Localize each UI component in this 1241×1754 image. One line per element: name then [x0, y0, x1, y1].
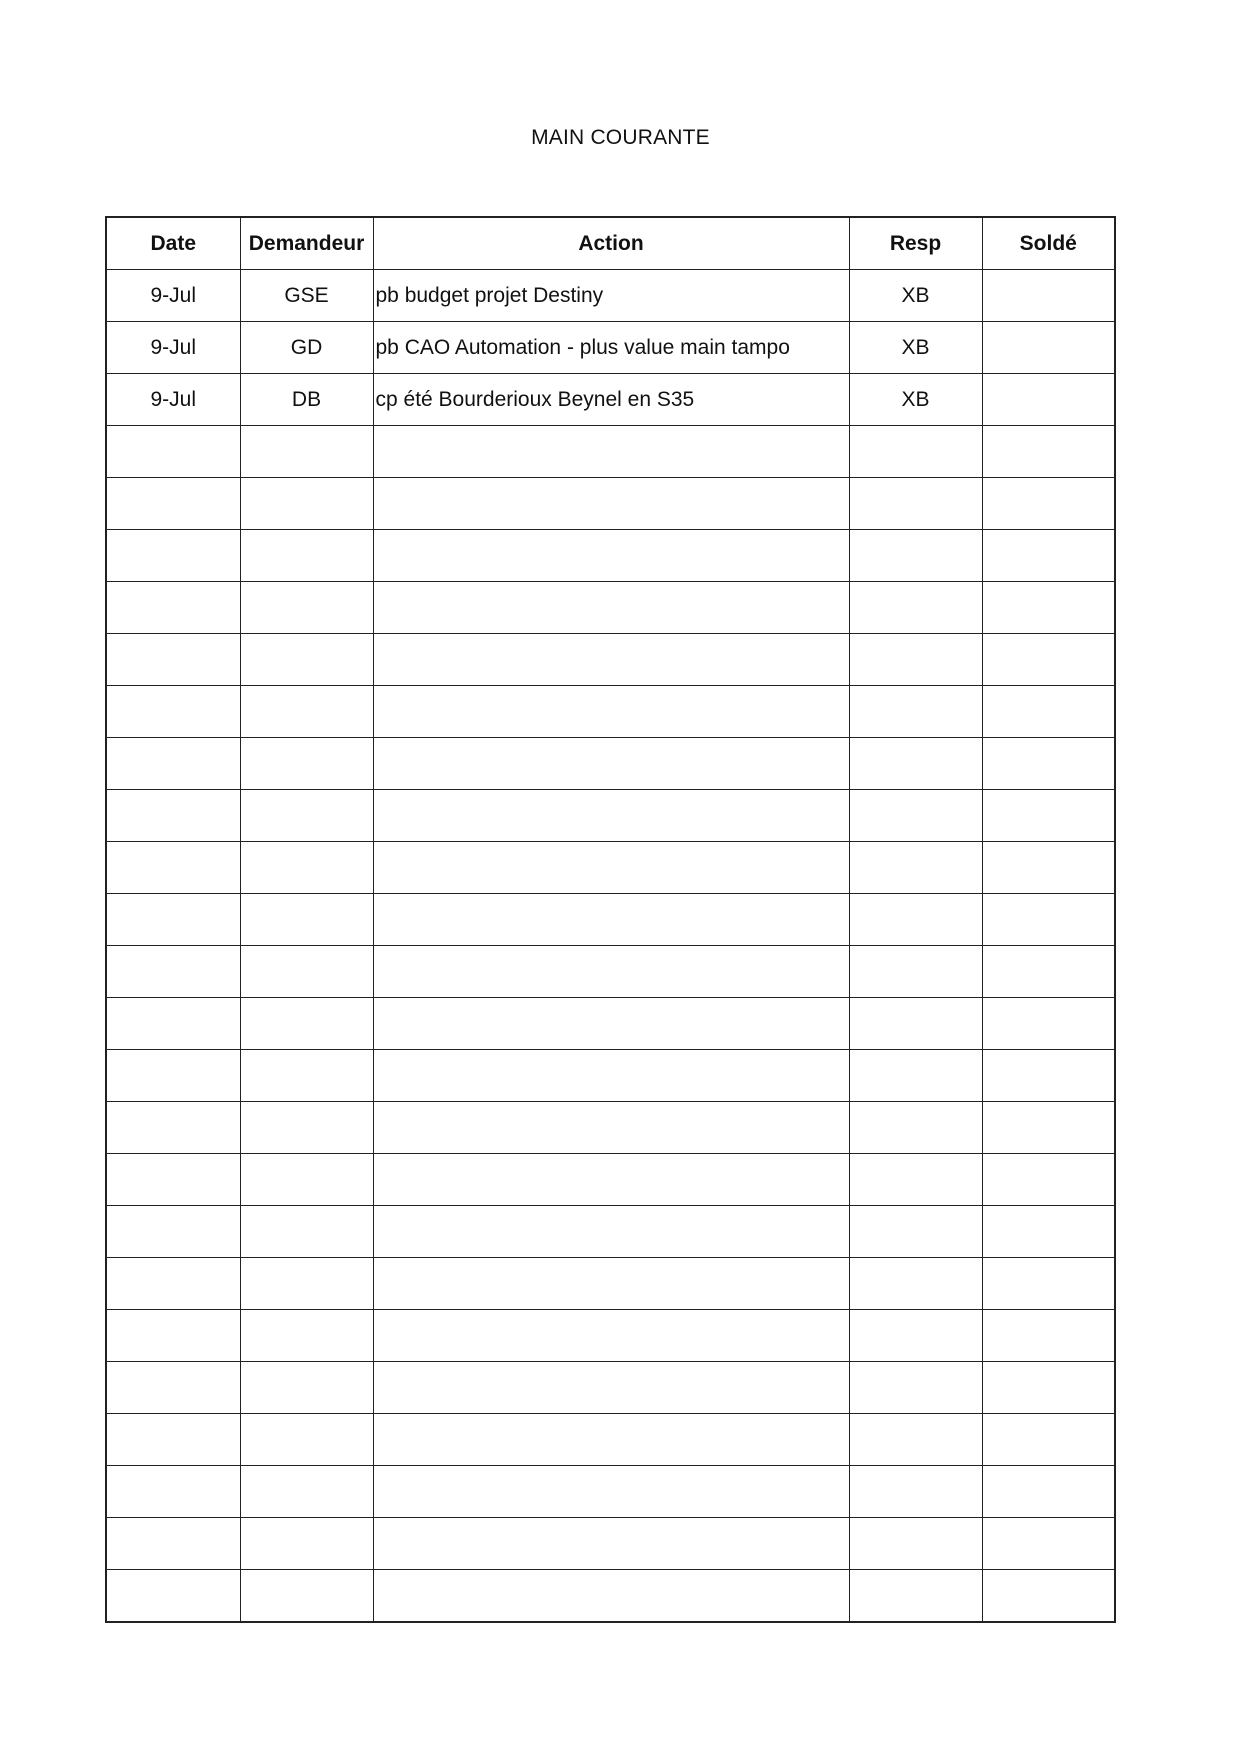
cell-resp: XB — [849, 270, 982, 322]
cell-demandeur — [240, 1362, 373, 1414]
cell-date — [106, 842, 240, 894]
cell-solde — [982, 686, 1115, 738]
table-row — [106, 634, 1115, 686]
cell-date — [106, 582, 240, 634]
table-row — [106, 686, 1115, 738]
cell-demandeur — [240, 634, 373, 686]
cell-resp — [849, 530, 982, 582]
cell-date — [106, 478, 240, 530]
header-action: Action — [373, 217, 849, 270]
cell-resp — [849, 998, 982, 1050]
cell-action: cp été Bourderioux Beynel en S35 — [373, 374, 849, 426]
cell-action — [373, 686, 849, 738]
cell-date — [106, 738, 240, 790]
cell-solde — [982, 1310, 1115, 1362]
table-header-row — [106, 217, 1115, 270]
cell-date — [106, 1466, 240, 1518]
cell-demandeur — [240, 582, 373, 634]
cell-solde — [982, 790, 1115, 842]
cell-date — [106, 1310, 240, 1362]
cell-resp — [849, 1050, 982, 1102]
header-demandeur: Demandeur — [240, 217, 373, 270]
cell-solde — [982, 1362, 1115, 1414]
cell-date — [106, 894, 240, 946]
cell-solde — [982, 1050, 1115, 1102]
cell-resp — [849, 582, 982, 634]
cell-action — [373, 530, 849, 582]
cell-resp: XB — [849, 322, 982, 374]
table-row — [106, 530, 1115, 582]
cell-date — [106, 790, 240, 842]
cell-resp — [849, 1414, 982, 1466]
page-title: MAIN COURANTE — [531, 126, 710, 149]
cell-solde — [982, 478, 1115, 530]
cell-resp — [849, 478, 982, 530]
cell-action: pb CAO Automation - plus value main tampo — [373, 322, 849, 374]
table-row — [106, 790, 1115, 842]
cell-demandeur — [240, 1154, 373, 1206]
table-row — [106, 1102, 1115, 1154]
cell-resp — [849, 894, 982, 946]
cell-action — [373, 738, 849, 790]
cell-action — [373, 634, 849, 686]
cell-date — [106, 686, 240, 738]
table-row — [106, 1518, 1115, 1570]
cell-date — [106, 1258, 240, 1310]
main-courante-table — [105, 216, 1116, 1623]
cell-action — [373, 790, 849, 842]
cell-demandeur — [240, 1310, 373, 1362]
cell-action — [373, 1466, 849, 1518]
cell-solde — [982, 426, 1115, 478]
cell-demandeur — [240, 998, 373, 1050]
table-row — [106, 582, 1115, 634]
cell-action — [373, 1102, 849, 1154]
table-row — [106, 946, 1115, 998]
cell-action — [373, 1154, 849, 1206]
cell-solde — [982, 1206, 1115, 1258]
table-row — [106, 738, 1115, 790]
cell-demandeur — [240, 738, 373, 790]
cell-resp — [849, 1310, 982, 1362]
cell-date — [106, 530, 240, 582]
cell-date — [106, 1518, 240, 1570]
cell-solde — [982, 842, 1115, 894]
cell-demandeur — [240, 1102, 373, 1154]
table-row — [106, 1050, 1115, 1102]
table-row — [106, 1466, 1115, 1518]
cell-demandeur — [240, 1050, 373, 1102]
cell-solde — [982, 270, 1115, 322]
cell-demandeur — [240, 842, 373, 894]
cell-resp — [849, 1258, 982, 1310]
cell-date — [106, 1154, 240, 1206]
cell-demandeur: GSE — [240, 270, 373, 322]
cell-demandeur: DB — [240, 374, 373, 426]
cell-action — [373, 478, 849, 530]
cell-action — [373, 946, 849, 998]
cell-demandeur — [240, 790, 373, 842]
cell-resp — [849, 426, 982, 478]
cell-demandeur — [240, 1206, 373, 1258]
cell-date: 9-Jul — [106, 270, 240, 322]
table-row — [106, 1414, 1115, 1466]
cell-resp — [849, 946, 982, 998]
cell-date — [106, 1362, 240, 1414]
table-row — [106, 894, 1115, 946]
cell-action — [373, 1518, 849, 1570]
cell-action — [373, 998, 849, 1050]
cell-solde — [982, 894, 1115, 946]
header-resp: Resp — [849, 217, 982, 270]
cell-resp — [849, 686, 982, 738]
table-row — [106, 322, 1115, 374]
table-row — [106, 426, 1115, 478]
cell-action — [373, 1362, 849, 1414]
cell-action: pb budget projet Destiny — [373, 270, 849, 322]
cell-solde — [982, 946, 1115, 998]
cell-demandeur — [240, 894, 373, 946]
cell-date: 9-Jul — [106, 322, 240, 374]
cell-action — [373, 1206, 849, 1258]
cell-date — [106, 634, 240, 686]
cell-resp — [849, 790, 982, 842]
table-row — [106, 478, 1115, 530]
cell-demandeur — [240, 426, 373, 478]
cell-date — [106, 946, 240, 998]
cell-action — [373, 842, 849, 894]
cell-date — [106, 1102, 240, 1154]
header-solde: Soldé — [982, 217, 1115, 270]
cell-solde — [982, 1102, 1115, 1154]
cell-demandeur — [240, 1466, 373, 1518]
cell-demandeur — [240, 1570, 373, 1623]
cell-date — [106, 426, 240, 478]
cell-demandeur — [240, 1258, 373, 1310]
cell-solde — [982, 1258, 1115, 1310]
cell-date: 9-Jul — [106, 374, 240, 426]
cell-solde — [982, 1466, 1115, 1518]
cell-resp — [849, 1206, 982, 1258]
cell-action — [373, 1310, 849, 1362]
cell-resp — [849, 1466, 982, 1518]
cell-solde — [982, 374, 1115, 426]
cell-action — [373, 1050, 849, 1102]
header-date: Date — [106, 217, 240, 270]
table-row — [106, 1154, 1115, 1206]
cell-resp — [849, 1362, 982, 1414]
cell-solde — [982, 1570, 1115, 1623]
cell-resp — [849, 842, 982, 894]
cell-solde — [982, 738, 1115, 790]
table-body — [106, 270, 1115, 1623]
cell-solde — [982, 322, 1115, 374]
cell-demandeur — [240, 686, 373, 738]
cell-resp — [849, 1154, 982, 1206]
cell-demandeur — [240, 530, 373, 582]
table-row — [106, 998, 1115, 1050]
cell-date — [106, 1570, 240, 1623]
cell-demandeur — [240, 478, 373, 530]
cell-solde — [982, 634, 1115, 686]
cell-resp — [849, 1102, 982, 1154]
table-row — [106, 842, 1115, 894]
cell-date — [106, 1206, 240, 1258]
cell-demandeur — [240, 1518, 373, 1570]
cell-action — [373, 426, 849, 478]
cell-resp — [849, 634, 982, 686]
cell-demandeur — [240, 946, 373, 998]
table-row — [106, 1362, 1115, 1414]
cell-solde — [982, 1518, 1115, 1570]
cell-resp: XB — [849, 374, 982, 426]
cell-demandeur: GD — [240, 322, 373, 374]
cell-date — [106, 1050, 240, 1102]
cell-action — [373, 894, 849, 946]
cell-date — [106, 998, 240, 1050]
table-row — [106, 1258, 1115, 1310]
cell-action — [373, 1258, 849, 1310]
cell-resp — [849, 738, 982, 790]
cell-solde — [982, 998, 1115, 1050]
cell-demandeur — [240, 1414, 373, 1466]
cell-solde — [982, 582, 1115, 634]
cell-date — [106, 1414, 240, 1466]
table-row — [106, 1206, 1115, 1258]
table-row — [106, 1310, 1115, 1362]
cell-solde — [982, 1154, 1115, 1206]
table-row — [106, 374, 1115, 426]
cell-solde — [982, 530, 1115, 582]
table-row — [106, 270, 1115, 322]
cell-resp — [849, 1518, 982, 1570]
cell-action — [373, 1570, 849, 1623]
table-row — [106, 1570, 1115, 1623]
cell-action — [373, 1414, 849, 1466]
cell-resp — [849, 1570, 982, 1623]
cell-solde — [982, 1414, 1115, 1466]
cell-action — [373, 582, 849, 634]
